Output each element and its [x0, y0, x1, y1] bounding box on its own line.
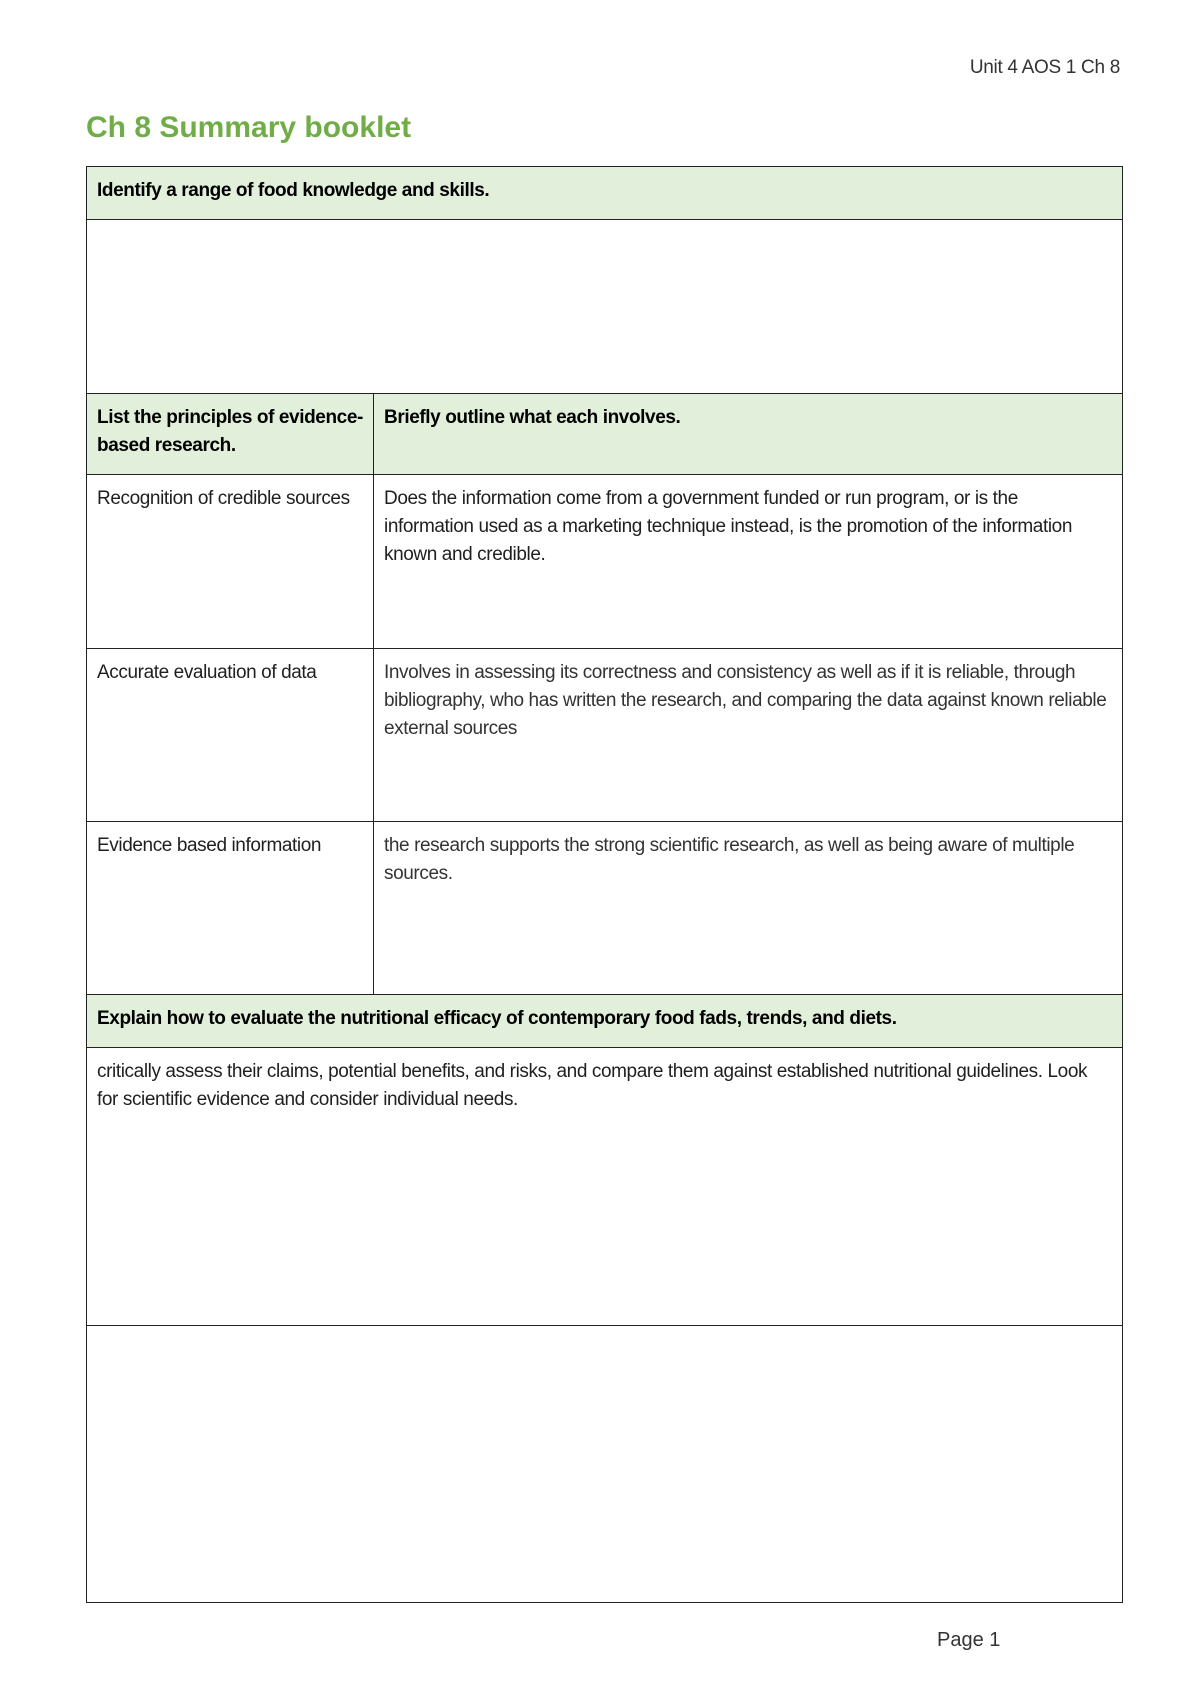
- table-row: [87, 649, 1123, 822]
- principle-cell: Accurate evaluation of data: [87, 649, 374, 822]
- section1-heading: Identify a range of food knowledge and skills.: [87, 167, 1123, 220]
- page-number: Page 1: [937, 1629, 1001, 1651]
- section2-heading-row: [87, 394, 1123, 475]
- table-row: [87, 475, 1123, 649]
- section3-heading-row: [87, 995, 1123, 1048]
- outline-cell[interactable]: the research supports the strong scientific research, as well as being aware of multiple sources.: [374, 822, 1123, 995]
- principles-heading: List the principles of evidence-based research.: [87, 394, 374, 475]
- outline-cell[interactable]: Does the information come from a government funded or run program, or is the information used as a marketing technique instead, is the promotion of the information known and credible.: [374, 475, 1123, 649]
- section1-answer-cell[interactable]: [87, 220, 1123, 394]
- section3-answer-row: [87, 1048, 1123, 1326]
- section3-heading: Explain how to evaluate the nutritional efficacy of contemporary food fads, trends, and diets.: [87, 995, 1123, 1048]
- principle-cell: Evidence based information: [87, 822, 374, 995]
- principle-cell: Recognition of credible sources: [87, 475, 374, 649]
- outline-cell[interactable]: Involves in assessing its correctness and consistency as well as if it is reliable, through bibliography, who has written the research, and comparing the data against known reliable external sources: [374, 649, 1123, 822]
- summary-table: [86, 166, 1123, 1603]
- running-header: Unit 4 AOS 1 Ch 8: [969, 57, 1120, 78]
- section3-extra-row: [87, 1326, 1123, 1603]
- page-title: Ch 8 Summary booklet: [86, 111, 412, 144]
- outline-heading: Briefly outline what each involves.: [374, 394, 1123, 475]
- table-row: [87, 822, 1123, 995]
- section1-heading-row: [87, 167, 1123, 220]
- section3-extra-cell[interactable]: [87, 1326, 1123, 1603]
- section1-answer-row: [87, 220, 1123, 394]
- section3-answer-cell[interactable]: critically assess their claims, potential benefits, and risks, and compare them against established nutritional guidelines. Look for scientific evidence and consider individual needs.: [87, 1048, 1123, 1326]
